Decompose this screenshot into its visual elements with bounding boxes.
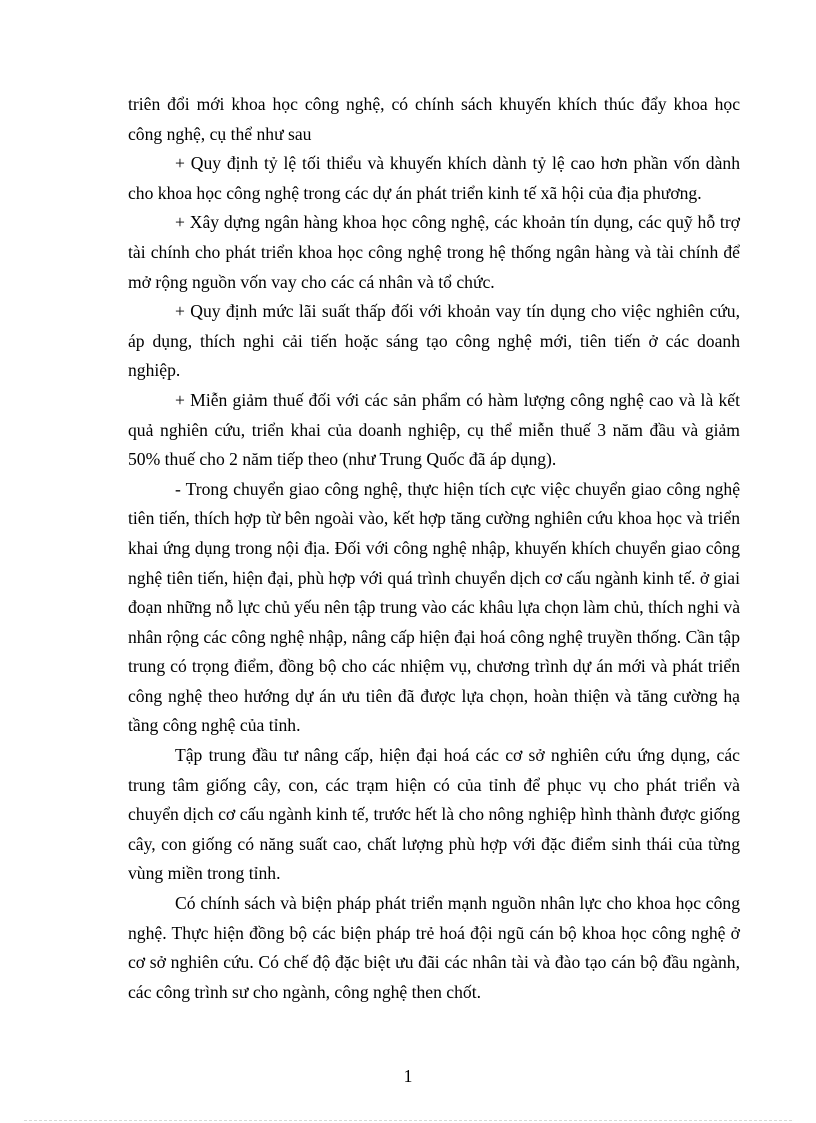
paragraph-science-bank: + Xây dựng ngân hàng khoa học công nghệ, các khoản tín dụng, các quỹ hỗ trợ tài chính cho phát triển khoa học công nghệ trong hệ thống ngân hàng và tài chính để mở rộng nguồn vốn vay cho các cá nhân và tổ chức. (128, 212, 740, 292)
paragraph-intro: triên đổi mới khoa học công nghệ, có chính sách khuyến khích thúc đẩy khoa học công nghệ, cụ thể như sau (128, 94, 740, 144)
paragraph-minimum-ratio: + Quy định tỷ lệ tối thiểu và khuyến khích dành tỷ lệ cao hơn phần vốn dành cho khoa học công nghệ trong các dự án phát triển kinh tế xã hội của địa phương. (128, 153, 740, 203)
paragraph-tax-exemption: + Miễn giảm thuế đối với các sản phẩm có hàm lượng công nghệ cao và là kết quả nghiên cứu, triển khai của doanh nghiệp, cụ thể miễn thuế 3 năm đầu và giảm 50% thuế cho 2 năm tiếp theo (như Trung Quốc đã áp dụng). (128, 389, 740, 470)
page-bottom-edge (24, 1120, 792, 1121)
paragraph-human-resources: Có chính sách và biện pháp phát triển mạnh nguồn nhân lực cho khoa học công nghệ. Thực hiện đồng bộ các biện pháp trẻ hoá đội ngũ cán bộ khoa học công nghệ ở cơ sở nghiên cứu. Có chế độ đặc biệt ưu đãi các nhân tài và đào tạo cán bộ đầu ngành, các công trình sư cho ngành, công nghệ then chốt. (128, 893, 740, 1002)
paragraph-low-interest: + Quy định mức lãi suất thấp đối với khoản vay tín dụng cho việc nghiên cứu, áp dụng, thích nghi cải tiến hoặc sáng tạo công nghệ mới, tiên tiến ở các doanh nghiệp. (128, 301, 740, 381)
document-body (128, 90, 740, 1007)
paragraph-technology-transfer: - Trong chuyển giao công nghệ, thực hiện tích cực việc chuyển giao công nghệ tiên tiến, thích hợp từ bên ngoài vào, kết hợp tăng cường nghiên cứu khoa học và triển khai ứng dụng trong nội địa. Đối với công nghệ nhập, khuyến khích chuyển giao công nghệ tiên tiến, hiện đại, phù hợp với quá trình chuyển dịch cơ cấu ngành kinh tế. ở giai đoạn những nỗ lực chủ yếu nên tập trung vào các khâu lựa chọn làm chủ, thích nghi và nhân rộng các công nghệ nhập, nâng cấp hiện đại hoá công nghệ truyền thống. Cần tập trung có trọng điểm, đồng bộ cho các nhiệm vụ, chương trình dự án mới và phát triển công nghệ theo hướng dự án ưu tiên đã được lựa chọn, hoàn thiện và tăng cường hạ tầng công nghệ của tỉnh. (128, 478, 740, 736)
page-number: 1 (403, 1066, 413, 1086)
paragraph-research-investment: Tập trung đầu tư nâng cấp, hiện đại hoá các cơ sở nghiên cứu ứng dụng, các trung tâm giống cây, con, các trạm hiện có của tỉnh để phục vụ cho phát triển và chuyển dịch cơ cấu ngành kinh tế, trước hết là cho nông nghiệp hình thành được giống cây, con giống có năng suất cao, chất lượng phù hợp với đặc điểm sinh thái của từng vùng miền trong tỉnh. (128, 745, 740, 884)
